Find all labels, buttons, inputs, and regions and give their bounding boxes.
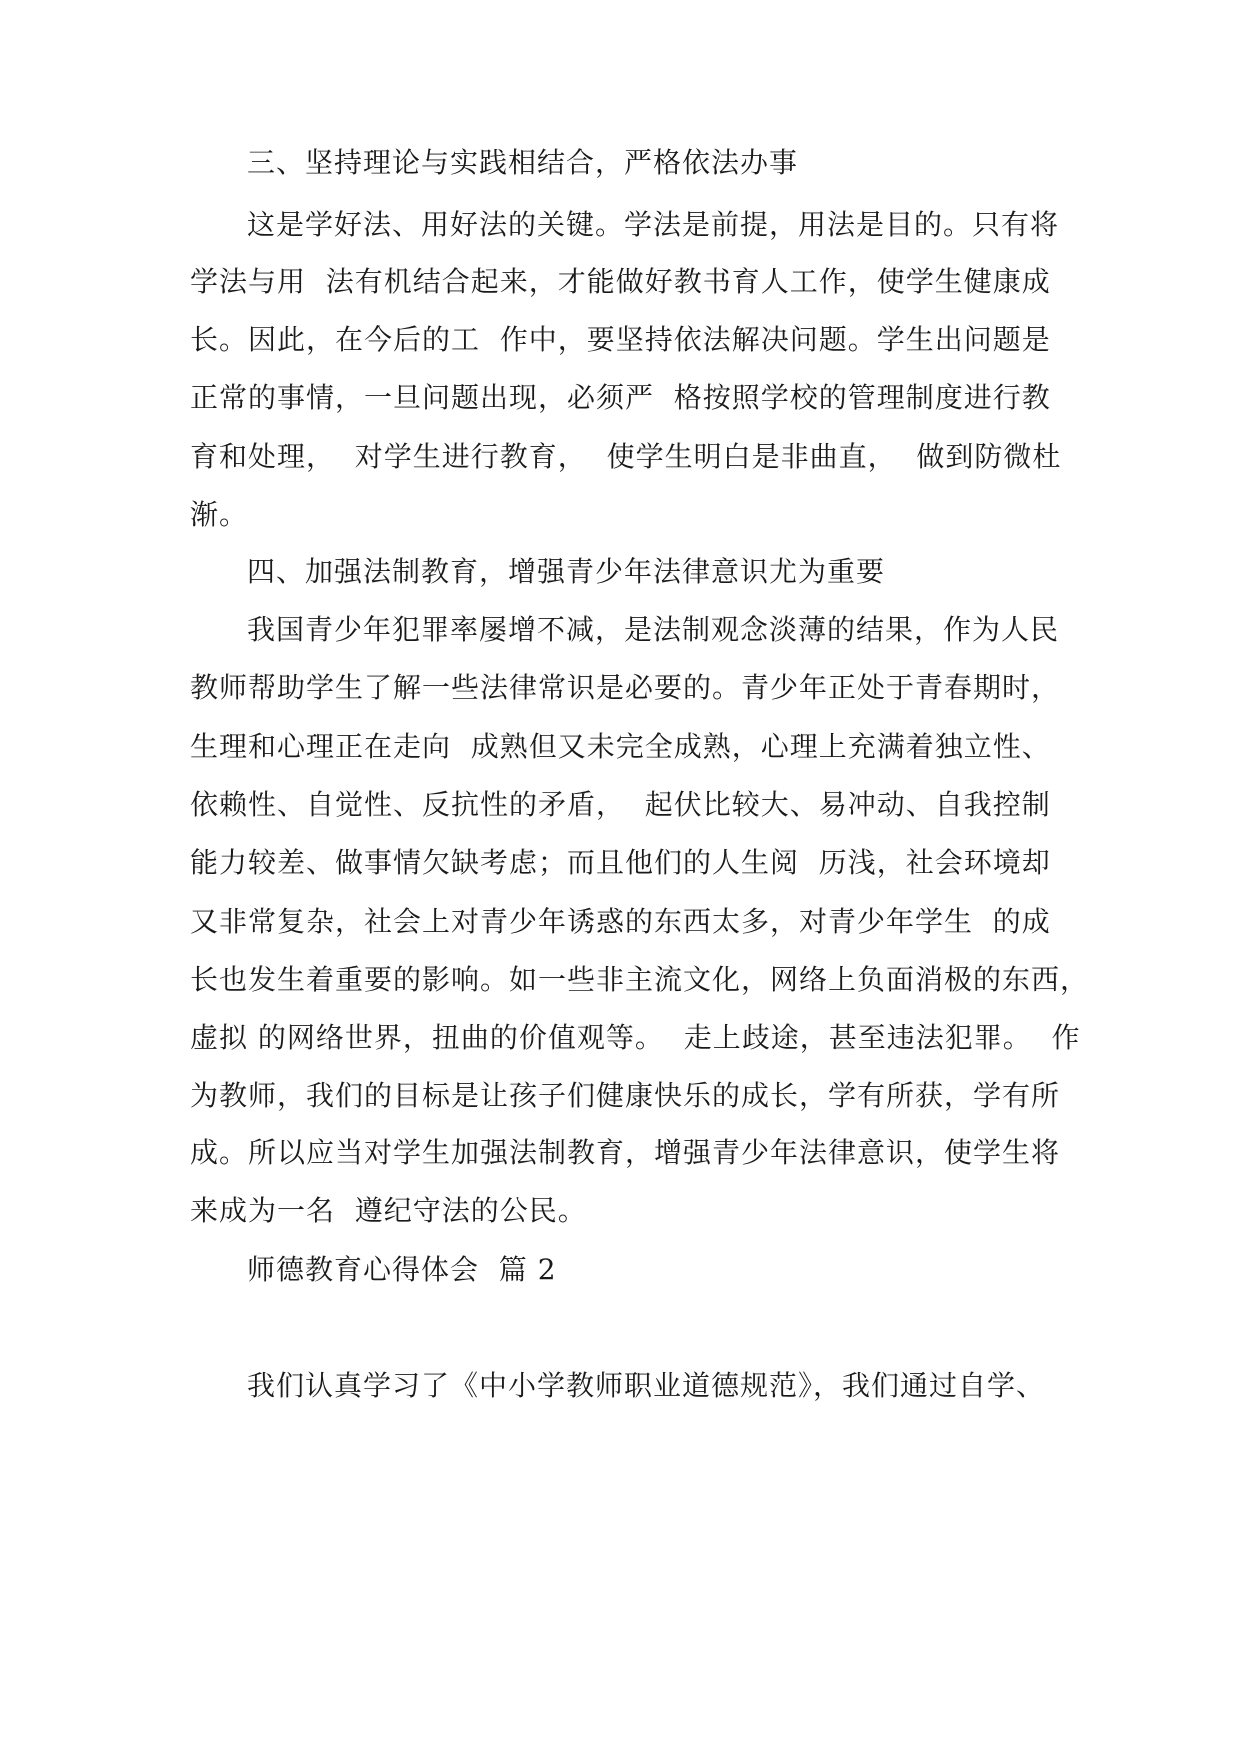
paragraph-line: 这是学好法、用好法的关键。学法是前提，用法是目的。只有将	[247, 208, 1060, 241]
section-heading-3: 三、坚持理论与实践相结合，严格依法办事	[247, 146, 799, 179]
paragraph-line: 正常的事情，一旦问题出现，必须严 格按照学校的管理制度进行教	[190, 381, 1051, 414]
paragraph-line: 生理和心理正在走向 成熟但又未完全成熟，心理上充满着独立性、	[190, 730, 1051, 763]
paragraph-line: 虚拟 的网络世界，扭曲的价值观等。 走上歧途，甚至违法犯罪。 作	[190, 1021, 1081, 1054]
part-title: 师德教育心得体会 篇 2	[247, 1253, 557, 1286]
paragraph-line: 依赖性、自觉性、反抗性的矛盾， 起伏比较大、易冲动、自我控制	[190, 788, 1051, 821]
section-heading-4: 四、加强法制教育，增强青少年法律意识尤为重要	[247, 555, 886, 588]
paragraph-line: 为教师，我们的目标是让孩子们健康快乐的成长，学有所获，学有所	[190, 1079, 1061, 1112]
paragraph-line: 成。所以应当对学生加强法制教育，增强青少年法律意识，使学生将	[190, 1136, 1061, 1169]
paragraph-line: 育和处理， 对学生进行教育， 使学生明白是非曲直， 做到防微杜	[190, 440, 1062, 473]
paragraph-line: 长也发生着重要的影响。如一些非主流文化，网络上负面消极的东西，	[190, 963, 1090, 996]
paragraph-line: 教师帮助学生了解一些法律常识是必要的。青少年正处于青春期时，	[190, 671, 1061, 704]
paragraph-line: 来成为一名 遵纪守法的公民。	[190, 1194, 587, 1227]
paragraph-line: 我国青少年犯罪率屡增不减，是法制观念淡薄的结果，作为人民	[247, 613, 1060, 646]
paragraph-line: 渐。	[190, 498, 249, 531]
paragraph-line: 我们认真学习了《中小学教师职业道德规范》，我们通过自学、	[247, 1369, 1046, 1402]
paragraph-line: 又非常复杂，社会上对青少年诱惑的东西太多，对青少年学生 的成	[190, 905, 1051, 938]
paragraph-line: 能力较差、做事情欠缺考虑；而且他们的人生阅 历浅，社会环境却	[190, 846, 1051, 879]
paragraph-line: 长。因此，在今后的工 作中，要坚持依法解决问题。学生出问题是	[190, 323, 1051, 356]
paragraph-line: 学法与用 法有机结合起来，才能做好教书育人工作，使学生健康成	[190, 265, 1051, 298]
